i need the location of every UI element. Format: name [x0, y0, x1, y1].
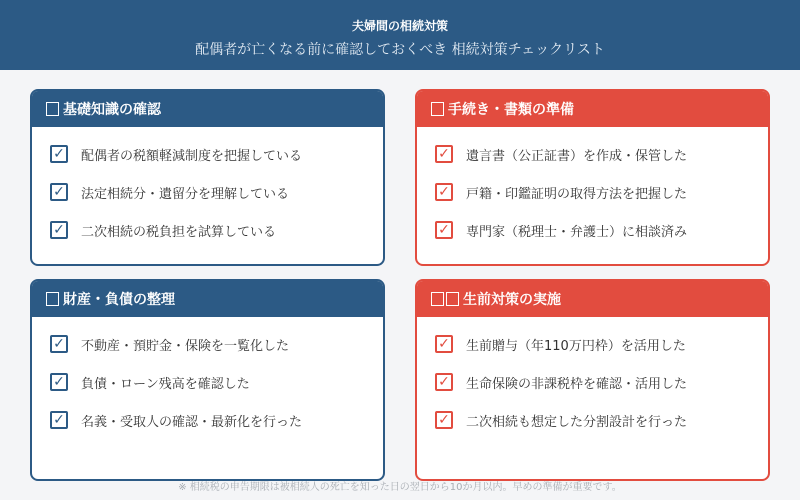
checklist-item-label: 配偶者の税額軽減制度を把握している: [81, 148, 303, 164]
checklist-item[interactable]: [32, 363, 383, 401]
checklist-item-label: 専門家（税理士・弁護士）に相談済み: [466, 224, 688, 240]
checklist-item[interactable]: [32, 135, 383, 173]
check-icon: ✓: [50, 221, 68, 239]
checklist-item[interactable]: [417, 401, 768, 439]
checklist-item-label: 不動産・預貯金・保険を一覧化した: [81, 338, 290, 354]
checklist-item[interactable]: [417, 325, 768, 363]
check-icon: ✓: [435, 183, 453, 201]
check-icon: ✓: [435, 411, 453, 429]
checklist: [417, 317, 768, 439]
check-icon: ✓: [50, 145, 68, 163]
card-header: [417, 281, 768, 317]
check-icon: ✓: [50, 335, 68, 353]
check-icon: ✓: [50, 183, 68, 201]
card-pre-death-measures: [415, 279, 770, 481]
checklist-item-label: 名義・受取人の確認・最新化を行った: [81, 414, 303, 430]
checklist-item[interactable]: [417, 173, 768, 211]
checklist-item-label: 戸籍・印鑑証明の取得方法を把握した: [466, 186, 688, 202]
checklist-item-label: 生前贈与（年110万円枠）を活用した: [466, 338, 686, 354]
card-header: [417, 91, 768, 127]
checklist-item[interactable]: [417, 211, 768, 249]
checklist-item[interactable]: [32, 173, 383, 211]
card-header: [32, 281, 383, 317]
card-heading: 財産・負債の整理: [63, 292, 175, 308]
checklist-item-label: 遺言書（公正証書）を作成・保管した: [466, 148, 688, 164]
checklist-item[interactable]: [32, 325, 383, 363]
check-icon: ✓: [435, 221, 453, 239]
checklist-item-label: 法定相続分・遺留分を理解している: [81, 186, 290, 202]
checklist-item[interactable]: [32, 211, 383, 249]
missing-glyph-icon: [46, 102, 59, 116]
check-icon: ✓: [435, 335, 453, 353]
checklist-item-label: 二次相続の税負担を試算している: [81, 224, 277, 240]
page-header: [0, 0, 800, 70]
checklist: [32, 317, 383, 439]
card-heading: 基礎知識の確認: [63, 102, 161, 118]
page-subtitle: 配偶者が亡くなる前に確認しておくべき 相続対策チェックリスト: [195, 42, 605, 58]
card-assets-liabilities: [30, 279, 385, 481]
checklist-item-label: 二次相続も想定した分割設計を行った: [466, 414, 688, 430]
card-heading: 手続き・書類の準備: [448, 102, 574, 118]
missing-glyph-icon: [431, 292, 444, 306]
check-icon: ✓: [435, 145, 453, 163]
missing-glyph-icon: [431, 102, 444, 116]
checklist-item-label: 生命保険の非課税枠を確認・活用した: [466, 376, 688, 392]
check-icon: ✓: [435, 373, 453, 391]
missing-glyph-icon: [46, 292, 59, 306]
missing-glyph-icon: [446, 292, 459, 306]
checklist-item-label: 負債・ローン残高を確認した: [81, 376, 250, 392]
checklist: [417, 127, 768, 249]
check-icon: ✓: [50, 411, 68, 429]
checklist-item[interactable]: [417, 363, 768, 401]
checklist-item[interactable]: [32, 401, 383, 439]
check-icon: ✓: [50, 373, 68, 391]
card-heading: 生前対策の実施: [463, 292, 561, 308]
card-procedures-documents: [415, 89, 770, 266]
checklist: [32, 127, 383, 249]
page-title: 夫婦間の相続対策: [351, 19, 448, 33]
card-basic-knowledge: [30, 89, 385, 266]
footnote: ※ 相続税の申告期限は被相続人の死亡を知った日の翌日から10か月以内。早めの準備が重要です。: [178, 482, 622, 493]
checklist-item[interactable]: [417, 135, 768, 173]
card-header: [32, 91, 383, 127]
